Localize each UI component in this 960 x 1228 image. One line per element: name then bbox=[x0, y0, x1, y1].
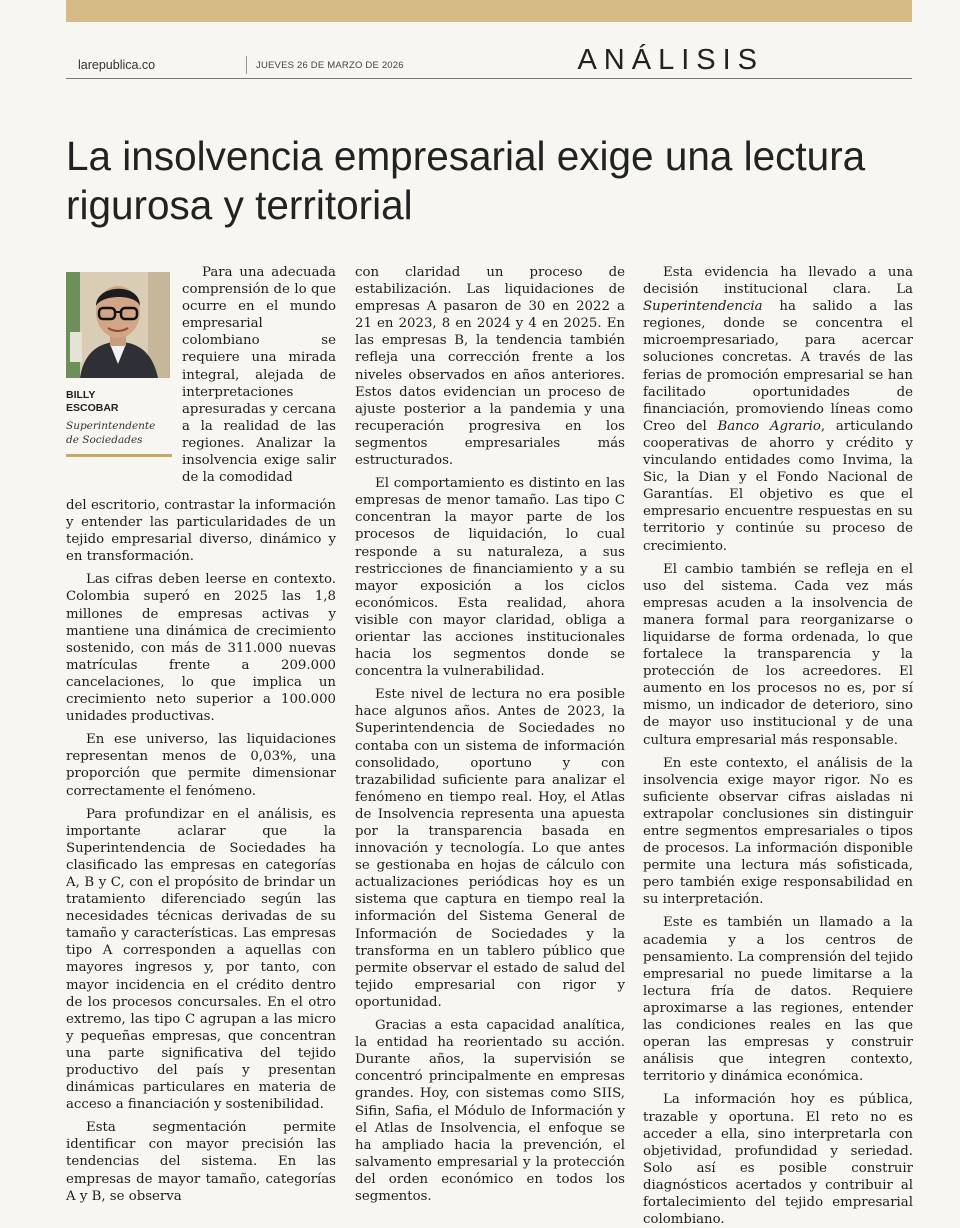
author-photo bbox=[66, 272, 170, 378]
body-paragraph: El cambio también se refleja en el uso del sistema. Cada vez más empresas acuden a la insolvencia de manera formal para reorganizarse o liquidarse de forma ordenada, lo que fortalece la transparencia y la protección de los acreedores. El aumento en los procesos no es, por sí mismo, un indicador de deterioro, sino de mayor uso institucional y de una cultura empresarial más responsable. bbox=[643, 561, 913, 748]
body-paragraph: El comportamiento es distinto en las empresas de menor tamaño. Las tipo C concentran la mayor parte de los procesos de liquidación, lo cual responde a su naturaleza, a sus restricciones de financiamiento y a su mayor exposición a los ciclos económicos. Esta realidad, ahora visible con mayor claridad, obliga a orientar las acciones institucionales hacia los segmentos donde se concentra la vulnerabilidad. bbox=[355, 476, 625, 680]
body-paragraph: Para profundizar en el análisis, es importante aclarar que la Superintendencia de Sociedades ha clasificado las empresas en categorías A, B y C, con el propósito de brindar un tratamiento diferenciado según las necesidades técnicas derivadas de su tamaño y características. Las empresas tipo A corresponden a aquellas con mayores ingresos y, por tanto, con mayor incidencia en el crédito dentro de los procesos concursales. En el otro extremo, las tipo C agrupan a las micro y pequeñas empresas, que concentran una parte significativa del tejido productivo del país y presentan dinámicas particulares en materia de acceso a financiación y sostenibilidad. bbox=[66, 806, 336, 1113]
column-3 bbox=[643, 264, 913, 1228]
text-run: ha salido a las regiones, donde se concentra el microempresariado, para acercar soluciones concretas. A través de las ferias de promoción empresarial se han facilitado oportunidades de financiación, promoviendo líneas como Creo del bbox=[643, 299, 913, 434]
column-1-top bbox=[182, 264, 336, 486]
body-paragraph: Esta segmentación permite identificar con mayor precisión las tendencias del sistema. En las empresas de mayor tamaño, categorías A y B, se observa bbox=[66, 1120, 336, 1204]
emphasis: Superintendencia bbox=[643, 299, 763, 315]
body-paragraph: con claridad un proceso de estabilización. Las liquidaciones de empresas A pasaron de 30 en 2022 a 21 en 2023, 8 en 2024 y 4 en 2025. En las empresas B, la tendencia también refleja una corrección frente a los niveles observados en años anteriores. Estos datos evidencian un proceso de ajuste posterior a la pandemia y una recuperación progresiva en los segmentos empresariales más estructurados. bbox=[355, 265, 625, 469]
body-paragraph: La información hoy es pública, trazable y oportuna. El reto no es acceder a ella, sino interpretarla con objetividad, profundidad y seriedad. Solo así es posible construir diagnósticos acertados y contribuir al fortalecimiento del tejido empresarial colombiano. bbox=[643, 1092, 913, 1228]
article-title: La insolvencia empresarial exige una lectura rigurosa y territorial bbox=[66, 133, 866, 228]
body-paragraph: Este nivel de lectura no era posible hace algunos años. Antes de 2023, la Superintendencia de Sociedades no contaba con un sistema de información consolidado, oportuno y con trazabilidad suficiente para analizar el fenómeno en tiempo real. Hoy, el Atlas de Insolvencia representa una apuesta por la transparencia basada en innovación y tecnología. Lo que antes se gestionaba en hojas de cálculo con actualizaciones periódicas hoy es un sistema que captura en tiempo real la información del Sistema General de Información de Sociedades y la transforma en un tablero público que permite observar el estado de salud del tejido empresarial con rigor y oportunidad. bbox=[355, 687, 625, 1010]
body-paragraph: del escritorio, contrastar la información y entender las particularidades de un tejido empresarial diverso, dinámico y en transformación. bbox=[66, 498, 336, 565]
publication-date: JUEVES 26 DE MARZO DE 2026 bbox=[256, 60, 404, 71]
body-paragraph: Este es también un llamado a la academia y a los centros de pensamiento. La comprensión del tejido empresarial no puede limitarse a la lectura fría de datos. Requiere aproximarse a las regiones, entender las condiciones reales en las que operan las empresas y construir análisis que integren contexto, territorio y dinámica económica. bbox=[643, 915, 913, 1085]
author-last-name: ESCOBAR bbox=[66, 402, 119, 414]
emphasis: Banco Agrario bbox=[717, 418, 821, 434]
column-1 bbox=[66, 497, 336, 1205]
page-header bbox=[66, 44, 912, 80]
author-role-line2: de Sociedades bbox=[66, 434, 143, 446]
author-portrait-icon bbox=[66, 272, 170, 378]
header-rule bbox=[66, 78, 912, 79]
author-role bbox=[66, 419, 172, 447]
body-paragraph: Las cifras deben leerse en contexto. Colombia superó en 2025 las 1,8 millones de empresas activas y mantiene una dinámica de crecimiento sostenido, con más de 311.000 nuevas matrículas frente a 209.000 cancelaciones, lo que implica un crecimiento neto superior a 100.000 unidades productivas. bbox=[66, 572, 336, 725]
author-rule bbox=[66, 454, 172, 457]
section-label: ANÁLISIS bbox=[577, 44, 764, 76]
author-role-line1: Superintendente bbox=[66, 420, 156, 432]
body-paragraph: Gracias a esta capacidad analítica, la entidad ha reorientado su acción. Durante años, la supervisión se concentró principalmente en empresas grandes. Hoy, con sistemas como SIIS, Sifin, Safia, el Módulo de Información y el Atlas de Insolvencia, el enfoque se ha ampliado hacia la prevención, el salvamento empresarial y la protección del orden económico en todos los segmentos. bbox=[355, 1018, 625, 1204]
body-paragraph: En ese universo, las liquidaciones representan menos de 0,03%, una proporción que permite dimensionar correctamente el fenómeno. bbox=[66, 732, 336, 799]
top-accent-bar bbox=[66, 0, 912, 22]
text-run: Esta evidencia ha llevado a una decisión institucional clara. La bbox=[643, 265, 913, 298]
body-paragraph: En este contexto, el análisis de la insolvencia exige mayor rigor. No es suficiente observar cifras aisladas ni extrapolar conclusiones sin distinguir entre segmentos empresariales o tipos de procesos. La información disponible permite una lectura más sofisticada, pero también exige responsabilidad en su interpretación. bbox=[643, 755, 913, 908]
author-block bbox=[66, 389, 172, 447]
author-first-name: BILLY bbox=[66, 389, 96, 401]
text-run: , articulando cooperativas de ahorro y crédito y vinculando entidades como Invima, la Sic, la Dian y el Fondo Nacional de Garantías. El objetivo es que el empresario encuentre respuestas en su territorio y continúe su proceso de crecimiento. bbox=[643, 418, 913, 554]
body-paragraph bbox=[643, 264, 913, 555]
header-separator bbox=[246, 56, 247, 74]
site-name: larepublica.co bbox=[78, 58, 156, 72]
body-paragraph: Para una adecuada comprensión de lo que ocurre en el mundo empresarial colombiano se requiere una mirada integral, alejada de interpretaciones apresuradas y cercana a la realidad de las regiones. Analizar la insolvencia exige salir de la comodidad bbox=[182, 265, 336, 486]
column-2 bbox=[355, 264, 625, 1205]
